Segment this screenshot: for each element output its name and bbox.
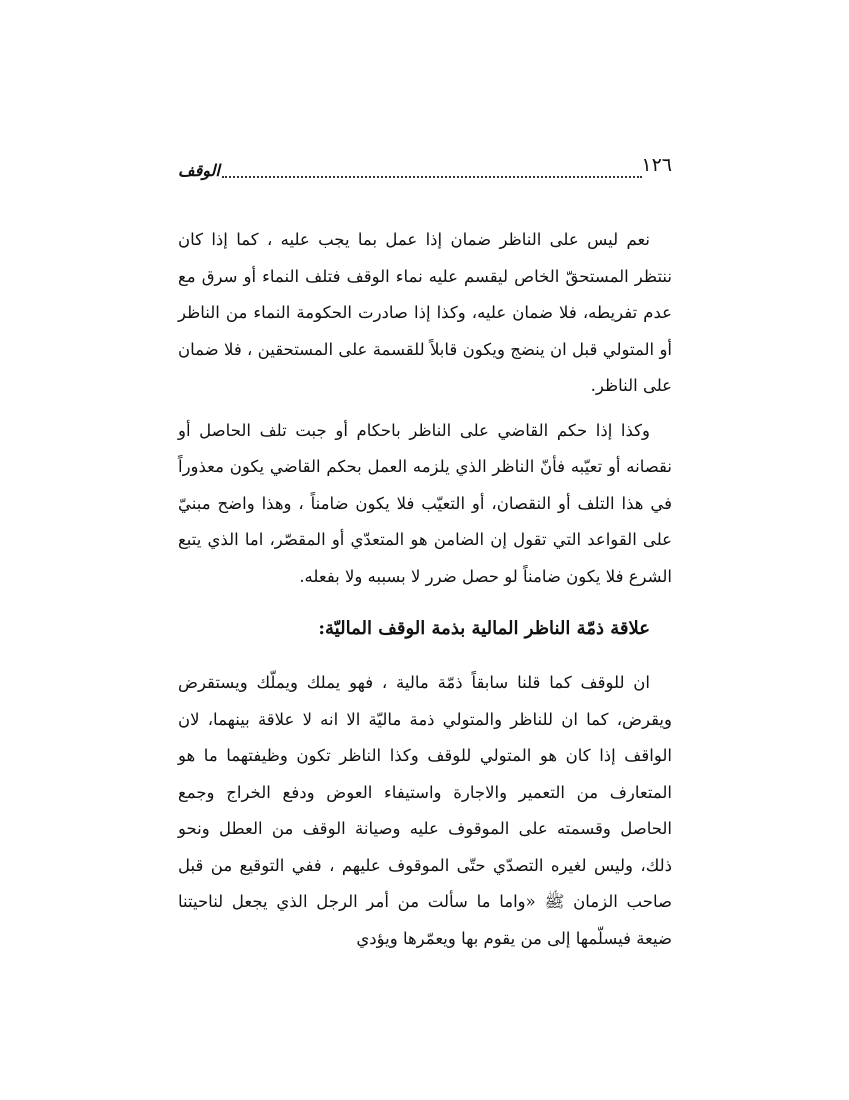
header-dotted-leader bbox=[222, 176, 642, 178]
page-number: ١٢٦ bbox=[641, 154, 672, 176]
header-title: الوقف bbox=[178, 161, 220, 180]
body-paragraph-2: وكذا إذا حكم القاضي على الناظر باحكام أو جبت تلف الحاصل أو نقصانه أو تعيّبه فأنّ الناظر الذي يلزمه العمل بحكم القاضي يكون معذوراً في هذا التلف أو النقصان، أو التعيّب فلا يكون ضامناً ، وهذا واضح مبنيّ على القواعد التي تقول إن الضامن هو المتعدّي أو المقصّر، اما الذي يتبع الشرع فلا يكون ضامناً لو حصل ضرر لا بسببه ولا بفعله. bbox=[178, 420, 672, 586]
body-paragraph-1: نعم ليس على الناظر ضمان إذا عمل بما يجب عليه ، كما إذا كان ننتظر المستحقّ الخاص ليقسم عليه نماء الوقف فتلف النماء أو سرق مع عدم تفريطه، فلا ضمان عليه، وكذا إذا صادرت الحكومة النماء من الناظر أو المتولي قبل ان ينضج ويكون قابلاً للقسمة على المستحقين ، فلا ضمان على الناظر. bbox=[178, 230, 672, 395]
section-heading: علاقة ذمّة الناظر المالية بذمة الوقف الماليّة: bbox=[318, 618, 650, 639]
running-header bbox=[178, 152, 672, 180]
body-paragraph-3: ان للوقف كما قلنا سابقاً ذمّة مالية ، فهو يملك ويملّك ويستقرض ويقرض، كما ان للناظر والمتولي ذمة ماليّة الا انه لا علاقة بينهما، لان الواقف إذا كان هو المتولي للوقف وكذا الناظر تكون وظيفتهما ما هو المتعارف من التعمير والاجارة واستيفاء العوض ودفع الخراج وجمع الحاصل وقسمته على الموقوف عليه وصيانة الوقف من العطل ونحو ذلك، وليس لغيره التصدّي حتّى الموقوف عليهم ، ففي التوقيع من قبل صاحب الزمان ﷺ «واما ما سألت من أمر الرجل الذي يجعل لناحيتنا ضيعة فيسلّمها إلى من يقوم بها ويعمّرها ويؤدي bbox=[178, 673, 672, 948]
page-body bbox=[178, 222, 672, 957]
